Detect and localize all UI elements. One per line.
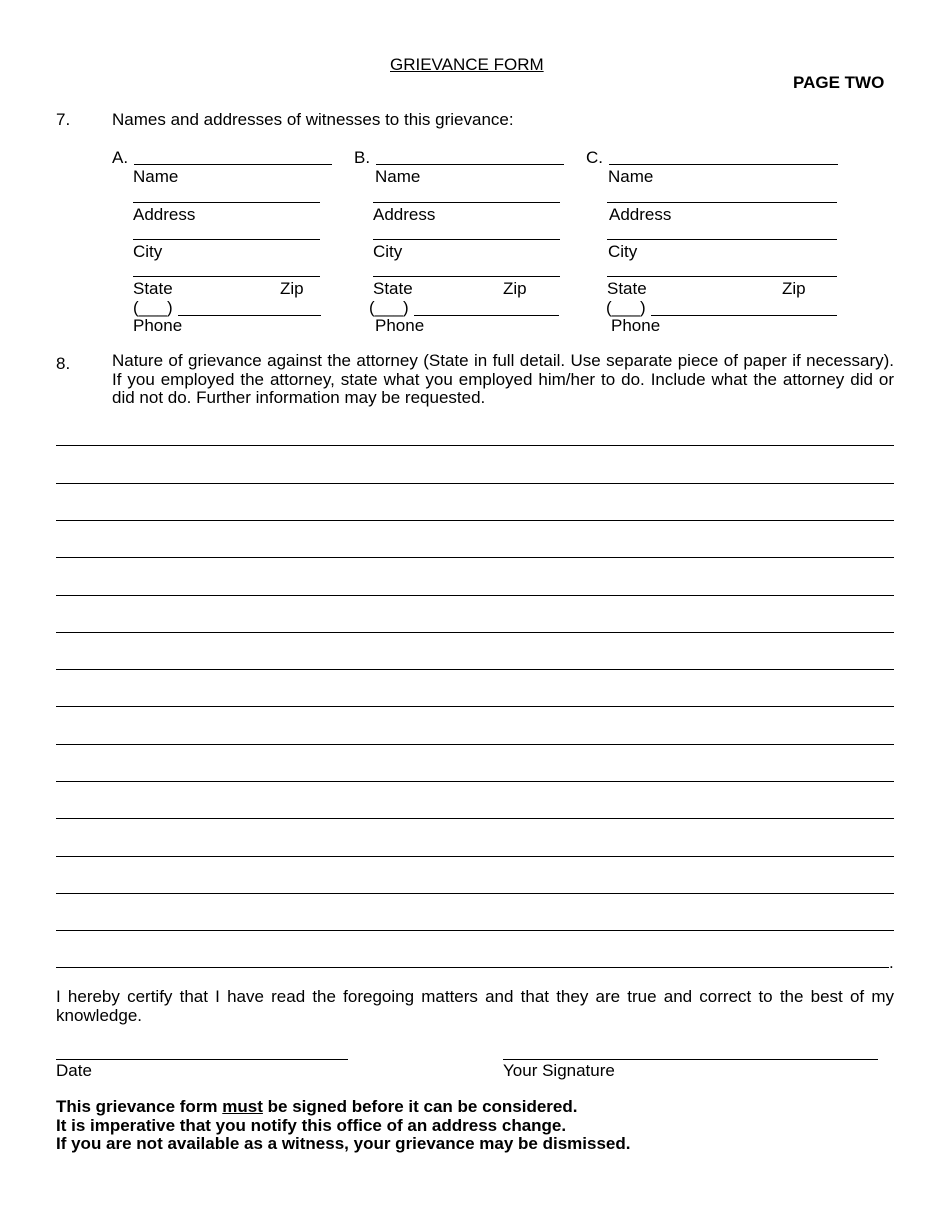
zip-label: Zip [280, 279, 304, 298]
zip-label: Zip [782, 279, 806, 298]
date-field[interactable] [56, 1059, 348, 1060]
state-label: State [607, 279, 647, 298]
notice-text: This grievance form [56, 1097, 223, 1116]
witness-a-state-zip-field[interactable] [133, 276, 320, 277]
form-title: GRIEVANCE FORM [390, 55, 544, 74]
phone-label: Phone [133, 316, 183, 335]
grievance-line[interactable] [56, 520, 894, 521]
phone-area-code: (___) [369, 298, 409, 317]
witness-b-name-field[interactable] [376, 164, 564, 165]
grievance-line[interactable] [56, 669, 894, 670]
witness-c-city-field[interactable] [607, 239, 837, 240]
witness-c-name-field[interactable] [609, 164, 838, 165]
notice-witness-availability: If you are not available as a witness, your grievance may be dismissed. [56, 1134, 631, 1153]
witness-b-phone-field[interactable] [414, 315, 559, 316]
grievance-line[interactable] [56, 781, 894, 782]
witness-c-address-field[interactable] [607, 202, 837, 203]
name-label: Name [375, 167, 421, 186]
grievance-line[interactable] [56, 930, 894, 931]
witness-a-phone-field[interactable] [178, 315, 321, 316]
witness-a-city-field[interactable] [133, 239, 320, 240]
witness-b-address-field[interactable] [373, 202, 560, 203]
grievance-line[interactable] [56, 557, 894, 558]
section-7-number: 7. [56, 110, 71, 129]
witness-a-name-field[interactable] [134, 164, 332, 165]
address-label: Address [133, 205, 196, 224]
phone-area-code: (___) [133, 298, 173, 317]
witness-b-city-field[interactable] [373, 239, 560, 240]
grievance-line[interactable] [56, 818, 894, 819]
notice-text: be signed before it can be considered. [262, 1097, 578, 1116]
grievance-line[interactable] [56, 445, 894, 446]
grievance-line[interactable] [56, 856, 894, 857]
grievance-line[interactable] [56, 893, 894, 894]
address-label: Address [373, 205, 436, 224]
signature-label: Your Signature [503, 1061, 615, 1080]
witness-b-state-zip-field[interactable] [373, 276, 560, 277]
page-label: PAGE TWO [793, 73, 885, 92]
witness-c-phone-field[interactable] [651, 315, 837, 316]
city-label: City [133, 242, 163, 261]
signature-field[interactable] [503, 1059, 878, 1060]
phone-label: Phone [375, 316, 425, 335]
address-label: Address [609, 205, 672, 224]
grievance-line[interactable] [56, 744, 894, 745]
section-7-text: Names and addresses of witnesses to this grievance: [112, 110, 514, 129]
witness-c-state-zip-field[interactable] [607, 276, 837, 277]
city-label: City [608, 242, 638, 261]
city-label: City [373, 242, 403, 261]
name-label: Name [133, 167, 179, 186]
name-label: Name [608, 167, 654, 186]
witness-a-address-field[interactable] [133, 202, 320, 203]
grievance-line[interactable] [56, 706, 894, 707]
line-end-period: . [889, 953, 894, 972]
notice-must-sign [56, 1098, 577, 1117]
grievance-line[interactable] [56, 967, 889, 968]
phone-label: Phone [611, 316, 661, 335]
witness-letter: A. [112, 148, 129, 167]
witness-letter: C. [586, 148, 603, 167]
phone-area-code: (___) [606, 298, 646, 317]
date-label: Date [56, 1061, 92, 1080]
grievance-line[interactable] [56, 483, 894, 484]
grievance-line[interactable] [56, 632, 894, 633]
state-label: State [373, 279, 413, 298]
section-8-number: 8. [56, 354, 71, 373]
notice-address-change: It is imperative that you notify this office of an address change. [56, 1115, 567, 1135]
grievance-line[interactable] [56, 595, 894, 596]
notice-emphasis: must [222, 1097, 263, 1116]
witness-letter: B. [354, 148, 371, 167]
section-8-text: Nature of grievance against the attorney (State in full detail. Use separate piece of paper if necessary). If you employed the attorney, state what you employed him/her to do. Include what the attorney did or did not do. Further information may be requested. [112, 351, 894, 407]
state-label: State [133, 279, 173, 298]
certification-text: I hereby certify that I have read the foregoing matters and that they are true and correct to the best of my knowledge. [56, 987, 894, 1025]
zip-label: Zip [503, 279, 527, 298]
